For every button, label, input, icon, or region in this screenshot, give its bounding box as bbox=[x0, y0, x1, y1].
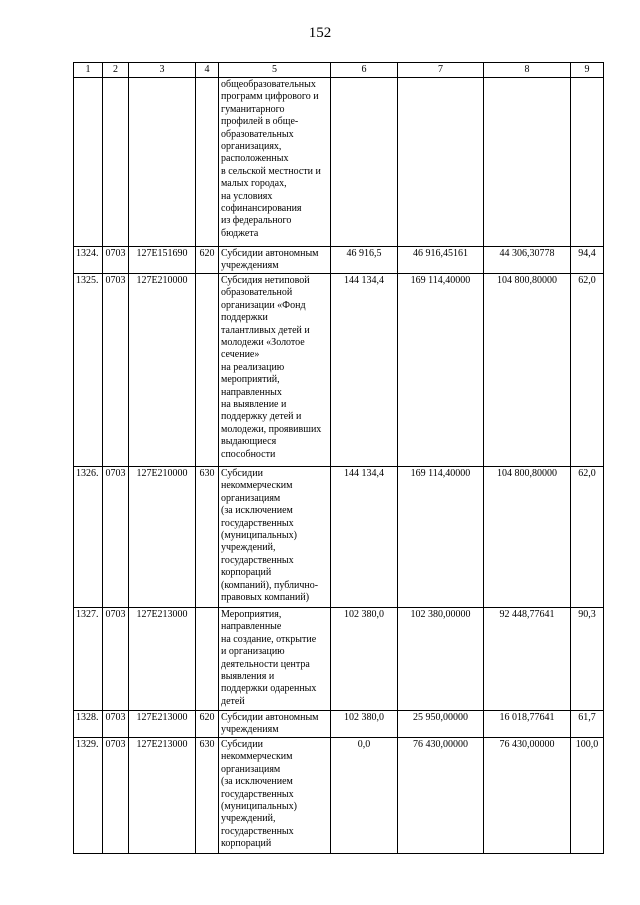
section-code bbox=[103, 78, 129, 247]
value-col-6: 46 916,5 bbox=[331, 247, 398, 274]
value-col-8: 76 430,00000 bbox=[484, 738, 571, 854]
value-col-9: 62,0 bbox=[571, 274, 604, 467]
value-col-7: 76 430,00000 bbox=[398, 738, 484, 854]
header-col-1: 1 bbox=[74, 63, 103, 78]
table-row bbox=[74, 711, 604, 738]
expense-type-code bbox=[196, 78, 219, 247]
value-col-9: 90,3 bbox=[571, 608, 604, 711]
row-number: 1328. bbox=[74, 711, 103, 738]
header-col-3: 3 bbox=[129, 63, 196, 78]
value-col-6: 144 134,4 bbox=[331, 467, 398, 608]
value-col-7: 169 114,40000 bbox=[398, 467, 484, 608]
expense-type-code bbox=[196, 274, 219, 467]
item-name: Субсидии автономным учреждениям bbox=[219, 247, 331, 274]
value-col-6: 102 380,0 bbox=[331, 608, 398, 711]
value-col-9: 100,0 bbox=[571, 738, 604, 854]
value-col-7: 169 114,40000 bbox=[398, 274, 484, 467]
row-number: 1324. bbox=[74, 247, 103, 274]
table-row bbox=[74, 738, 604, 854]
item-name: общеобразовательных программ цифрового и гуманитарного профилей в обще- образовательных организациях, расположенных в сельской местности и малых городах, на условиях софинансирования из федерального бюджета bbox=[219, 78, 331, 247]
value-col-7: 102 380,00000 bbox=[398, 608, 484, 711]
table-row bbox=[74, 274, 604, 467]
target-code bbox=[129, 78, 196, 247]
budget-table bbox=[73, 62, 604, 854]
section-code: 0703 bbox=[103, 467, 129, 608]
header-col-7: 7 bbox=[398, 63, 484, 78]
item-name: Субсидии некоммерческим организациям (за исключением государственных (муниципальных) учреждений, государственных корпораций (компаний), публично- правовых компаний) bbox=[219, 467, 331, 608]
header-col-9: 9 bbox=[571, 63, 604, 78]
header-col-6: 6 bbox=[331, 63, 398, 78]
target-code: 127E210000 bbox=[129, 274, 196, 467]
value-col-8: 44 306,30778 bbox=[484, 247, 571, 274]
value-col-8 bbox=[484, 78, 571, 247]
item-name: Субсидии автономным учреждениям bbox=[219, 711, 331, 738]
target-code: 127E213000 bbox=[129, 608, 196, 711]
target-code: 127E151690 bbox=[129, 247, 196, 274]
table-row bbox=[74, 247, 604, 274]
value-col-7 bbox=[398, 78, 484, 247]
value-col-8: 104 800,80000 bbox=[484, 467, 571, 608]
header-col-2: 2 bbox=[103, 63, 129, 78]
expense-type-code: 620 bbox=[196, 247, 219, 274]
value-col-9: 62,0 bbox=[571, 467, 604, 608]
expense-type-code: 620 bbox=[196, 711, 219, 738]
header-col-8: 8 bbox=[484, 63, 571, 78]
value-col-8: 104 800,80000 bbox=[484, 274, 571, 467]
section-code: 0703 bbox=[103, 247, 129, 274]
expense-type-code: 630 bbox=[196, 467, 219, 608]
value-col-8: 92 448,77641 bbox=[484, 608, 571, 711]
value-col-7: 46 916,45161 bbox=[398, 247, 484, 274]
value-col-6 bbox=[331, 78, 398, 247]
page-number: 152 bbox=[308, 25, 332, 41]
target-code: 127E213000 bbox=[129, 711, 196, 738]
value-col-9: 94,4 bbox=[571, 247, 604, 274]
value-col-9 bbox=[571, 78, 604, 247]
row-number: 1326. bbox=[74, 467, 103, 608]
row-number: 1325. bbox=[74, 274, 103, 467]
row-number: 1329. bbox=[74, 738, 103, 854]
expense-type-code: 630 bbox=[196, 738, 219, 854]
item-name: Субсидия нетиповой образовательной организации «Фонд поддержки талантливых детей и молодежи «Золотое сечение» на реализацию мероприятий, направленных на выявление и поддержку детей и молодежи, проявивших выдающиеся способности bbox=[219, 274, 331, 467]
value-col-9: 61,7 bbox=[571, 711, 604, 738]
table-row bbox=[74, 467, 604, 608]
value-col-6: 0,0 bbox=[331, 738, 398, 854]
item-name: Мероприятия, направленные на создание, открытие и организацию деятельности центра выявления и поддержки одаренных детей bbox=[219, 608, 331, 711]
value-col-6: 144 134,4 bbox=[331, 274, 398, 467]
section-code: 0703 bbox=[103, 711, 129, 738]
value-col-8: 16 018,77641 bbox=[484, 711, 571, 738]
item-name: Субсидии некоммерческим организациям (за исключением государственных (муниципальных) учреждений, государственных корпораций bbox=[219, 738, 331, 854]
table-header-row bbox=[74, 63, 604, 78]
header-col-5: 5 bbox=[219, 63, 331, 78]
section-code: 0703 bbox=[103, 608, 129, 711]
section-code: 0703 bbox=[103, 738, 129, 854]
row-number: 1327. bbox=[74, 608, 103, 711]
value-col-6: 102 380,0 bbox=[331, 711, 398, 738]
target-code: 127E213000 bbox=[129, 738, 196, 854]
expense-type-code bbox=[196, 608, 219, 711]
target-code: 127E210000 bbox=[129, 467, 196, 608]
table-row bbox=[74, 608, 604, 711]
header-col-4: 4 bbox=[196, 63, 219, 78]
value-col-7: 25 950,00000 bbox=[398, 711, 484, 738]
table-row bbox=[74, 78, 604, 247]
section-code: 0703 bbox=[103, 274, 129, 467]
row-number bbox=[74, 78, 103, 247]
